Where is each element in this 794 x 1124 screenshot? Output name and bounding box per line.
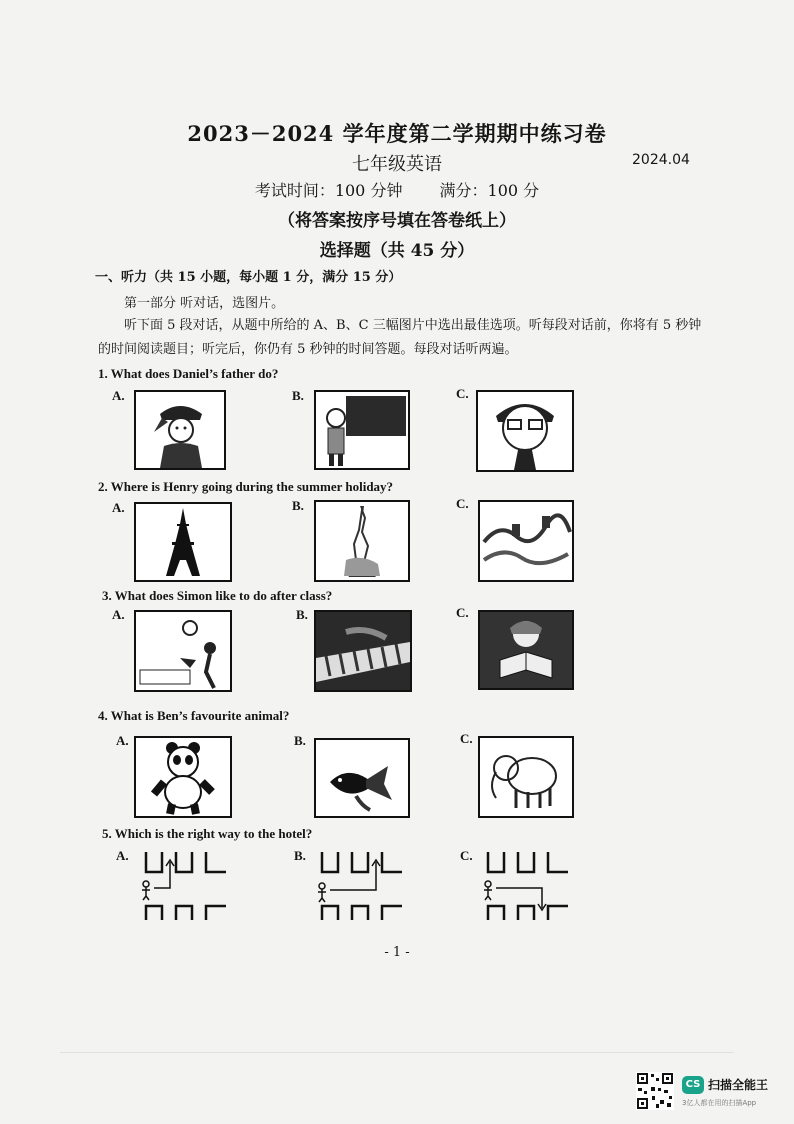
- brand-tagline: 3亿人都在用的扫描App: [682, 1099, 757, 1107]
- route-a-map: [136, 850, 236, 922]
- eiffel-tower-image: [134, 502, 232, 582]
- doctor-image: [476, 390, 574, 472]
- option-label: C.: [456, 605, 469, 620]
- part-heading: 一、听力（共 15 小题，每小题 1 分，满分 15 分）: [95, 270, 402, 285]
- brand-name: 扫描全能王: [708, 1078, 769, 1092]
- option-label: C.: [460, 848, 473, 863]
- option-label: A.: [116, 848, 129, 863]
- option-label: C.: [460, 731, 473, 746]
- option-label: A.: [112, 607, 125, 622]
- full-score: 满分：100 分: [439, 181, 540, 200]
- exam-info: [0, 178, 794, 201]
- camscanner-logo: CS: [682, 1076, 704, 1094]
- page-number: - 1 -: [384, 945, 410, 960]
- question-2: 2. Where is Henry going during the summer holiday?: [98, 479, 394, 494]
- option-label: C.: [456, 496, 469, 511]
- route-c-map: [478, 850, 578, 922]
- statue-of-liberty-image: [314, 500, 410, 582]
- question-5: 5. Which is the right way to the hotel?: [102, 826, 313, 841]
- goldfish-image: [314, 738, 410, 818]
- exam-time: 考试时间：100 分钟: [254, 181, 403, 200]
- question-1: 1. What does Daniel’s father do?: [98, 366, 279, 381]
- playing-basketball-image: [134, 610, 232, 692]
- reading-book-image: [478, 610, 574, 690]
- option-label: B.: [296, 607, 308, 622]
- great-wall-image: [478, 500, 574, 582]
- exam-title: 2023－2024 学年度第二学期期中练习卷: [187, 121, 607, 146]
- question-4: 4. What is Ben’s favourite animal?: [98, 708, 290, 723]
- elephant-image: [478, 736, 574, 818]
- option-label: A.: [116, 733, 129, 748]
- option-label: B.: [292, 498, 304, 513]
- section-title: 选择题（共 45 分）: [319, 241, 475, 261]
- route-b-map: [312, 850, 412, 922]
- option-label: B.: [294, 733, 306, 748]
- playing-piano-image: [314, 610, 412, 692]
- option-label: A.: [112, 500, 125, 515]
- exam-subtitle: 七年级英语: [352, 154, 442, 175]
- footer-divider: [60, 1052, 734, 1053]
- question-3: 3. What does Simon like to do after class?: [102, 588, 333, 603]
- answer-notice: （将答案按序号填在答卷纸上）: [278, 211, 516, 231]
- option-label: A.: [112, 388, 125, 403]
- listening-instruction: 听下面 5 段对话，从题中所给的 A、B、C 三幅图片中选出最佳选项。听每段对话前，你将有 5 秒钟的时间阅读题目；听完后，你仍有 5 秒钟的时间答题。每段对话听两遍。: [98, 318, 702, 357]
- option-label: B.: [292, 388, 304, 403]
- panda-image: [134, 736, 232, 818]
- police-officer-image: [134, 390, 226, 470]
- exam-date: 2024.04: [632, 152, 690, 168]
- qr-code-icon: [636, 1072, 674, 1110]
- option-label: C.: [456, 386, 469, 401]
- part-subheading: 第一部分 听对话，选图片。: [124, 296, 285, 311]
- teacher-image: [314, 390, 410, 470]
- option-label: B.: [294, 848, 306, 863]
